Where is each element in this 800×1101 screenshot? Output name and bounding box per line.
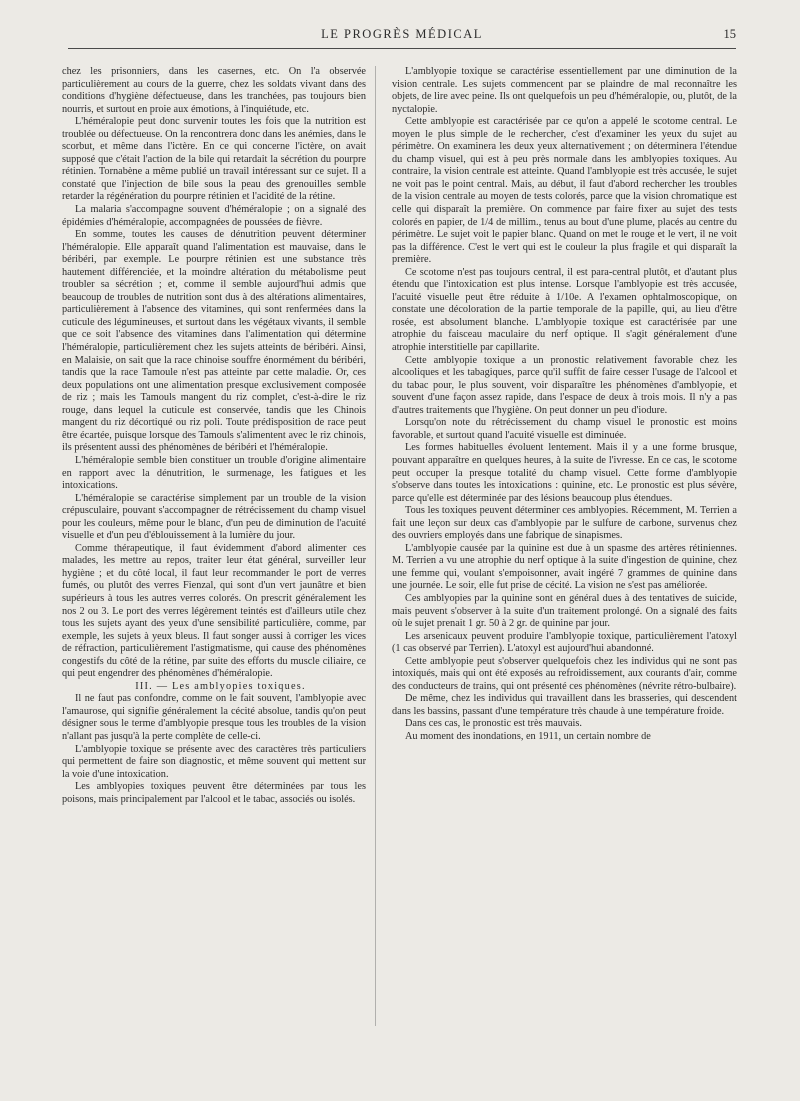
running-title: LE PROGRÈS MÉDICAL [321,27,483,41]
paragraph: L'amblyopie toxique se caractérise essentiellement par une diminution de la vision centrale. Les sujets commencent par se plaindre de mal reconnaître les objets, de lire avec peine. Ils ont quelquefois un peu d'héméralopie, ou, plutôt, de la nyctalopie. [392,66,737,115]
paragraph: Dans ces cas, le pronostic est très mauvais. [405,718,582,730]
paragraph: chez les prisonniers, dans les casernes, etc. On l'a observée particulièrement au cours de la guerre, chez les soldats vivant dans des conditions d'hygiène défectueuse, dans les tranchées, pas toujours bien nourris, et surtout en proie aux émotions, à l'inquiétude, etc. [62,66,366,115]
paragraph: Les arsenicaux peuvent produire l'amblyopie toxique, particulièrement l'atoxyl (1 cas observé par Terrien). L'atoxyl est aujourd'hui abandonné. [392,630,737,655]
section-heading: III. — Les amblyopies toxiques. [135,680,306,692]
paragraph: De même, chez les individus qui travaillent dans les brasseries, qui descendent dans les bassins, passant d'une température très chaude à une température froide. [392,693,737,717]
paragraph: Cette amblyopie est caractérisée par ce qu'on a appelé le scotome central. Le moyen le plus simple de le rechercher, c'est d'examiner les yeux du sujet au périmètre. On examinera les deux yeux alternativement ; on déterminera l'étendue du champ visuel, qui est à peu près normale dans les amblyopies toxiques. Au contraire, la vision centrale est atteinte. Quand l'amblyopie est très accusée, le sujet ne voit pas le point central. Mais, au début, il faut d'abord rechercher les troubles de la vision centrale au moyen de tests colorés, parce que la vision chromatique est celle qui disparaît la première. On commence par faire fixer au sujet des tests colorés en papier, de 1/4 de millim., tenus au bout d'une plume, placés au centre du périmètre. Le sujet voit le papier blanc. Quand on met le rouge et le vert, il ne voit pas la différence. C'est le vert qui est le couleur la plus fragile et qui disparaît la première. [392,116,737,266]
paragraph: L'amblyopie causée par la quinine est due à un spasme des artères rétiniennes. M. Terrien a vu une atrophie du nerf optique à la suite d'ingestion de quinine, chez une femme qui, voulant s'empoisonner, avait ingéré 7 grammes de quinine dans une journée. Le soir, elle fut prise de cécité. La vision ne s'est pas améliorée. [392,542,737,592]
paragraph: Les amblyopies toxiques peuvent être déterminées par tous les poisons, mais principalement par l'alcool et le tabac, associés ou isolés. [62,781,366,805]
left-column [62,66,366,806]
paragraph: L'héméralopie semble bien constituer un trouble d'origine alimentaire en rapport avec la dénutrition, le surmenage, les fatigues et les intoxications. [62,454,366,492]
paragraph: La malaria s'accompagne souvent d'héméralopie ; on a signalé des épidémies d'héméralopie, accompagnées de poussées de fièvre. [62,204,366,228]
paragraph: En somme, toutes les causes de dénutrition peuvent déterminer l'héméralopie. Elle apparaît quand l'alimentation est mauvaise, dans le béribéri, par exemple. Le pourpre rétinien est une substance très hautement différenciée, et la moindre altération du métabolisme peut troubler sa sécrétion ; et, comme il semble aujourd'hui admis que beaucoup de troubles de nutrition sont dus à des altérations alimentaires, particulièrement à l'absence des vitamines, qui sont renfermées dans la cuticule des légumineuses, et surtout dans les végétaux vivants, il semble que ce soit l'absence des vitamines dans l'alimentation qui détermine l'héméralopie, particulièrement chez les sujets atteints de béribéri. Ainsi, en Malaisie, on sait que la race chinoise souffre énormément du béribéri, tandis que la race Tamoule n'est pas atteinte par cette maladie. Or, ces deux populations ont une alimentation presque exclusivement composée de riz ; mais les Tamouls mangent du riz complet, c'est-à-dire le riz rouge, dans lequel la cuticule est conservée, tandis que les Chinois mangent du riz décortiqué ou riz poli. Toute prédisposition de race peut être écartée, puisque lorsque des Tamouls s'alimentent avec le riz chinois, ils présentent aussi des phénomènes de béribéri et l'héméralopie. [62,229,366,454]
paragraph: Ces amblyopies par la quinine sont en général dues à des tentatives de suicide, mais peuvent s'observer à la suite d'un traitement prolongé. On a signalé des faits où le sujet prenait 1 gr. 50 à 2 gr. de quinine par jour. [392,592,737,630]
paragraph: Comme thérapeutique, il faut évidemment d'abord alimenter ces malades, les mettre au repos, traiter leur état général, surveiller leur hygiène ; et du côté local, il faut leur recommander le port de verres fumés, ou plutôt des verres Fienzal, qui sont d'un vert jaunâtre et bien supérieurs à tous les autres verres colorés. On prescrit généralement les nos 2 ou 3. Le port des verres légèrement teintés est d'ailleurs utile chez tous les sujets ayant des yeux d'une sensibilité particulière, comme, par exemple, les sujets à yeux bleus. Il faut songer aussi à corriger les vices de réfraction, particulièrement l'astigmatisme, qui cause des phénomènes congestifs du côté de la rétine, par suite des efforts du muscle ciliaire, ce qui peut engendrer des phénomènes d'héméralopie. [62,542,366,680]
paragraph: Tous les toxiques peuvent déterminer ces amblyopies. Récemment, M. Terrien a fait une leçon sur deux cas d'amblyopie par le sulfure de carbone, survenus chez des ouvriers employés dans une fabrique de sinapismes. [392,505,737,542]
paragraph: L'héméralopie se caractérise simplement par un trouble de la vision crépusculaire, pouvant s'accompagner de rétrécissement du champ visuel pour les couleurs, même pour le blanc, d'un peu de diminution de l'acuité visuelle et d'un peu d'éblouissement à la lumière du jour. [62,492,366,542]
paragraph: Ce scotome n'est pas toujours central, il est para-central plutôt, et d'autant plus étendu que l'intoxication est plus intense. Lorsque l'amblyopie est très accusée, l'acuité visuelle peut être réduite à 1/10e. A l'examen ophtalmoscopique, on constate une décoloration de la partie temporale de la papille, qui, au lieu d'être rosée, est absolument blanche. L'amblyopie toxique est caractérisée par une atrophie du faisceau maculaire du nerf optique. Il s'agit généralement d'une atrophie interstitielle par capillarite. [392,266,737,354]
paragraph: Au moment des inondations, en 1911, un certain nombre de [405,730,651,742]
paragraph: Il ne faut pas confondre, comme on le fait souvent, l'amblyopie avec l'amaurose, qui signifie généralement la cécité absolue, tandis qu'on peut désigner sous le terme d'amblyopie presque tous les troubles de la vision n'allant pas jusqu'à la perte complète de celle-ci. [62,693,366,742]
paragraph: Cette amblyopie peut s'observer quelquefois chez les individus qui ne sont pas intoxiqués, mais qui ont été exposés au refroidissement, aux courants d'air, comme des conducteurs de trains, qui ont présenté ces phénomènes (névrite rétro-bulbaire). [392,655,737,692]
paragraph: L'héméralopie peut donc survenir toutes les fois que la nutrition est troublée ou défectueuse. On la rencontrera donc dans les anémies, dans le scorbut, et même dans l'ictère. En ce qui concerne l'ictère, on avait supposé que c'était l'action de la bile qui retardait la sécrétion du pourpre rétinien. Tornabène a même publié un travail intéressant sur ce sujet. Il a constaté que l'injection de bile sous la peau des grenouilles semble retarder la régénération du pourpre rétinien et l'acidité de la rétine. [62,116,366,203]
paragraph: L'amblyopie toxique se présente avec des caractères très particuliers qui permettent de faire son diagnostic, et même souvent qui mettent sur la voie d'une intoxication. [62,743,366,780]
paragraph: Les formes habituelles évoluent lentement. Mais il y a une forme brusque, pouvant apparaître en quelques heures, à la suite de l'ivresse. En ce cas, le scotome peut occuper la presque totalité du champ visuel. Cette forme d'amblyopie s'observe dans toutes les intoxications : quinine, etc. Le pronostic est plus sévère, parce qu'elle est déterminée par des lésions beaucoup plus étendues. [392,442,737,504]
paragraph: Cette amblyopie toxique a un pronostic relativement favorable chez les alcooliques et les tabagiques, parce qu'il suffit de faire cesser l'usage de l'alcool et du tabac pour, le plus souvent, voir disparaître les phénomènes d'amblyopie, et souvent d'une façon assez rapide, dans l'espace de deux à trois mois. Il n'y a pas d'autres traitements que l'hygiène. On peut donner un peu d'iodure. [392,354,737,416]
right-column [392,66,737,744]
column-divider [375,66,376,1026]
page-number: 15 [723,27,736,41]
page-header [68,26,736,49]
paragraph: Lorsqu'on note du rétrécissement du champ visuel le pronostic est moins favorable, et surtout quand l'acuité visuelle est diminuée. [392,417,737,441]
